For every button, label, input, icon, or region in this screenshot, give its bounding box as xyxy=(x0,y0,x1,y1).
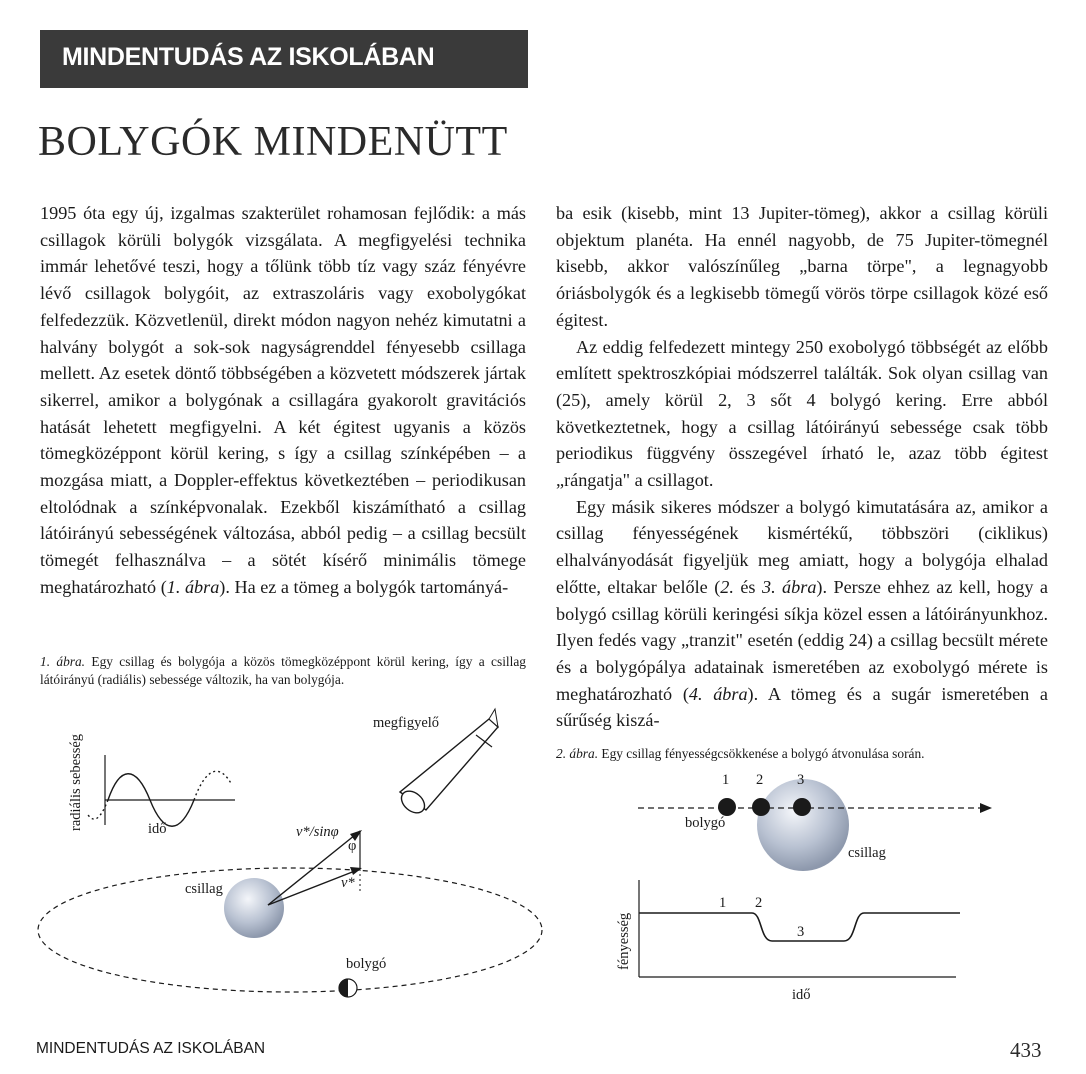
section-banner xyxy=(40,30,528,88)
star-icon xyxy=(224,878,284,938)
rv-y-label: radiális sebesség xyxy=(68,733,84,831)
observer-label: megfigyelő xyxy=(373,715,440,731)
planet-label: bolygó xyxy=(346,956,387,972)
footer-title: MINDENTUDÁS AZ ISKOLÁBAN xyxy=(36,1040,266,1057)
curve-point-1-label: 1 xyxy=(719,895,727,911)
lightcurve-x-label: idő xyxy=(792,987,811,1003)
curve-point-3-label: 3 xyxy=(797,924,805,940)
page-number: 433 xyxy=(1010,1038,1042,1062)
figure2-caption: 2. ábra. Egy csillag fényességcsökkenése a bolygó átvonulása során. xyxy=(556,746,925,761)
paragraph: 1995 óta egy új, izgalmas szakterület rohamosan fejlődik: a más csillagok körüli bolygók vizsgálata. A megfigyelési technika immár lehetővé teszi, hogy a tőlünk több tíz vagy száz fényévre lévő csillagok bolygóit, az extraszoláris vagy exobolygókat felfedezzük. Közvetlenül, direkt módon nagyon nehéz kimutatni a halvány bolygót a sok-sok nagyságrenddel fényesebb csillaga mellett. Az esetek döntő többségében a közvetett módszerek jártak sikerrel, amikor a bolygónak a csillagára gyakorolt gravitációs hatását lehetett megfigyelni. A két égitest ugyanis a közös tömegközéppont körül kering, s így a csillag színképében – a mozgása miatt, a Doppler-effektus következtében – periodikusan eltolódnak a színképvonalak. Ezekből kiszámítható a csillag látóirányú sebességének változása, abból pedig – a csillag becsült tömegét felhasználva – a sötét kísérő minimális tömege meghatározható (1. ábra). Ha ez a tömeg a bolygók tartományá- xyxy=(40,203,526,597)
planet-position-2 xyxy=(752,798,770,816)
vector-vsin xyxy=(268,831,360,905)
rv-curve-dotted-right xyxy=(194,771,232,800)
v-label: v* xyxy=(341,875,355,891)
planet-position-3 xyxy=(793,798,811,816)
position-1-label: 1 xyxy=(722,772,730,788)
figure2-diagram xyxy=(600,765,1000,1010)
planet-position-1 xyxy=(718,798,736,816)
rv-x-label: idő xyxy=(148,821,167,837)
column-right xyxy=(556,200,1048,734)
paragraph: ba esik (kisebb, mint 13 Jupiter-tömeg), akkor a csillag körüli objektum planéta. Ha ennél nagyobb, de 75 Jupiter-tömegnél kisebb, akkor valószínűleg „barna törpe", a legnagyobb óriásbolygók és a legkisebb tömegű vörös törpe csillagok közé eső égitest. xyxy=(556,203,1048,330)
figure1-caption: 1. ábra. Egy csillag és bolygója a közös tömegközéppont körül kering, így a csillag látóirányú (radiális) sebessége változik, ha van bolygója. xyxy=(40,654,526,687)
vsin-label: v*/sinφ xyxy=(296,824,339,840)
section-banner-label: MINDENTUDÁS AZ ISKOLÁBAN xyxy=(62,43,435,71)
phi-label: φ xyxy=(348,838,357,854)
paragraph: Az eddig felfedezett mintegy 250 exobolygó többségét az előbb említett spektroszkópiai módszerrel találták. Sok olyan csillag van (25), amely körül 2, 3 sőt 4 bolygó kering. Erre abból következtetnek, hogy a csillag látóirányú sebessége csak több periodikus függvény összegével írható le, azaz több égitest „rángatja" a csillagot. xyxy=(556,336,1048,491)
star-label: csillag xyxy=(848,845,886,861)
figure1-diagram xyxy=(28,705,548,1025)
star-label: csillag xyxy=(185,881,223,897)
figure-reference: 3. ábra xyxy=(761,576,817,597)
position-2-label: 2 xyxy=(756,772,764,788)
lightcurve-y-label: fényesség xyxy=(616,912,632,970)
position-3-label: 3 xyxy=(797,772,805,788)
column-left xyxy=(40,200,526,601)
figure-reference: 1. ábra xyxy=(166,576,220,597)
planet-label: bolygó xyxy=(685,815,726,831)
figure-reference: 2. xyxy=(720,576,734,597)
article-title: BOLYGÓK MINDENÜTT xyxy=(38,119,508,165)
star-icon xyxy=(757,779,849,871)
paragraph: Egy másik sikeres módszer a bolygó kimutatására az, amikor a csillag fényességének kismértékű, többszöri (ciklikus) elhalványodását figyeljük meg amiatt, hogy a bolygója elhalad előtte, eltakar belőle (2. és 3. ábra). Persze ehhez az kell, hogy a bolygó csillag körüli keringési síkja közel essen a látóirányunkhoz. Ilyen fedés vagy „tranzit" esetén (eddig 24) a csillag becsült mérete és a bolygópálya adatainak ismeretében az exobolygó mérete is meghatározható (4. ábra). A tömeg és a sugár ismeretében a sűrűség kiszá- xyxy=(556,496,1049,731)
figure-reference: 4. ábra xyxy=(688,683,748,704)
planet-icon xyxy=(339,979,357,997)
transit-arrow-head xyxy=(980,803,992,813)
curve-point-2-label: 2 xyxy=(755,895,763,911)
